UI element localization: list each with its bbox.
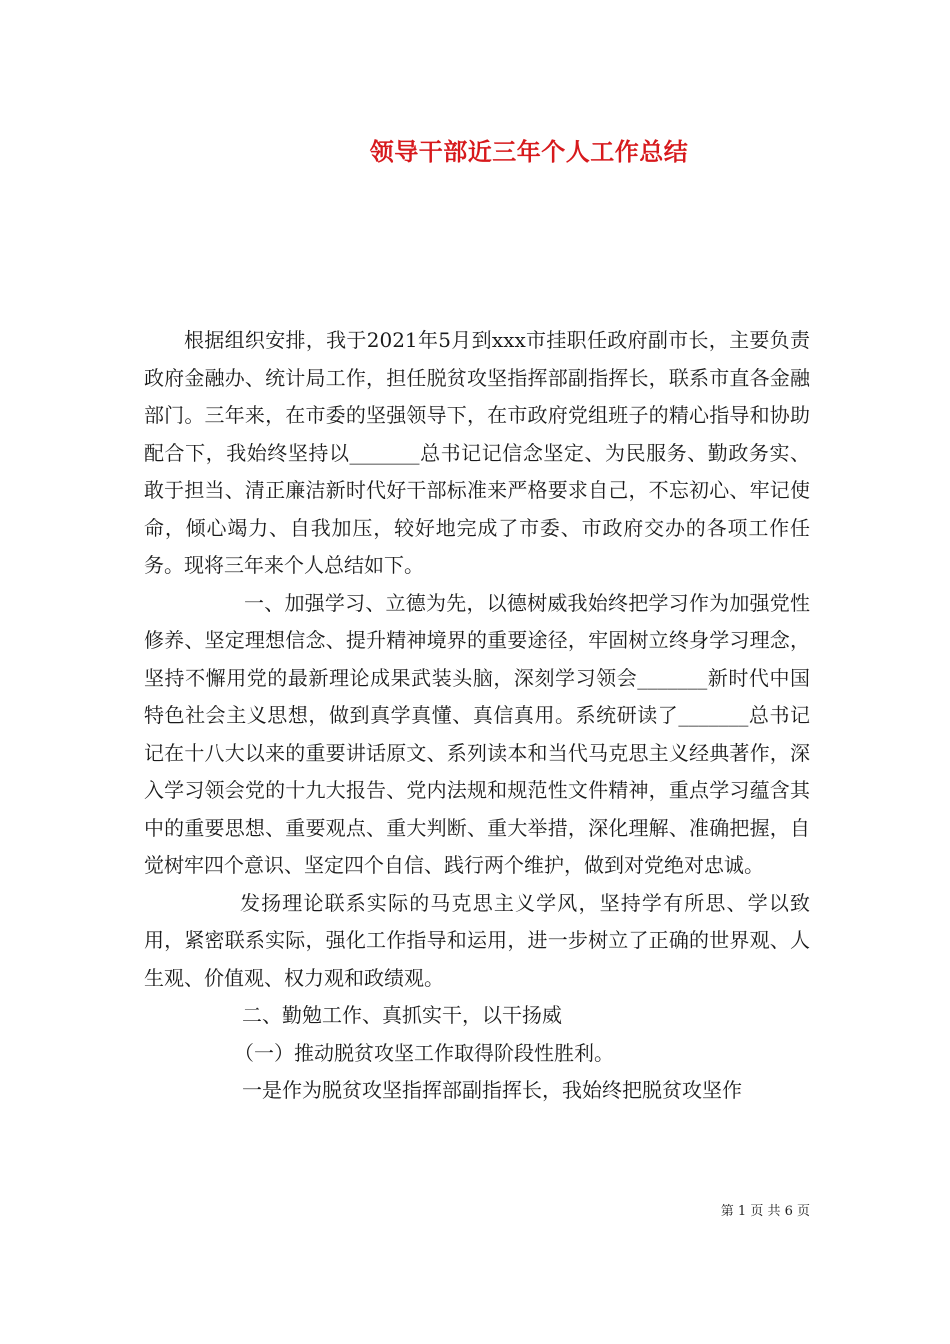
paragraph-section-1: 一、加强学习、立德为先，以德树威我始终把学习作为加强党性修养、坚定理想信念、提升精神境界的重要途径，牢固树立终身学习理念，坚持不懈用党的最新理论成果武装头脑，深刻学习领会_______新时代中国特色社会主义思想，做到真学真懂、真信真用。系统研读了_______总书记记在十八大以来的重要讲话原文、系列读本和当代马克思主义经典著作，深入学习领会党的十九大报告、党内法规和规范性文件精神，重点学习蕴含其中的重要思想、重要观点、重大判断、重大举措，深化理解、准确把握，自觉树牢四个意识、坚定四个自信、践行两个维护，做到对党绝对忠诚。: [144, 590, 810, 877]
paragraph-intro: 根据组织安排，我于2021年5月到xxx市挂职任政府副市长，主要负责政府金融办、统计局工作，担任脱贫攻坚指挥部副指挥长，联系市直各金融部门。三年来，在市委的坚强领导下，在市政府党组班子的精心指导和协助配合下，我始终坚持以_______总书记记信念坚定、为民服务、勤政务实、敢于担当、清正廉洁新时代好干部标准来严格要求自己，不忘初心、牢记使命，倾心竭力、自我加压，较好地完成了市委、市政府交办的各项工作任务。现将三年来个人总结如下。: [144, 328, 810, 577]
section-heading-2: 二、勤勉工作、真抓实干，以干扬威: [242, 1003, 562, 1027]
page-number-footer: 第 1 页 共 6 页: [720, 1204, 810, 1219]
document-body: [144, 322, 810, 1110]
page-title: 领导干部近三年个人工作总结: [369, 137, 689, 166]
paragraph-item-1: 一是作为脱贫攻坚指挥部副指挥长，我始终把脱贫攻坚作: [242, 1078, 742, 1102]
subsection-heading-1: （一）推动脱贫攻坚工作取得阶段性胜利。: [234, 1040, 614, 1065]
paragraph-theory-practice: 发扬理论联系实际的马克思主义学风，坚持学有所思、学以致用，紧密联系实际，强化工作指导和运用，进一步树立了正确的世界观、人生观、价值观、权力观和政绩观。: [144, 890, 810, 990]
